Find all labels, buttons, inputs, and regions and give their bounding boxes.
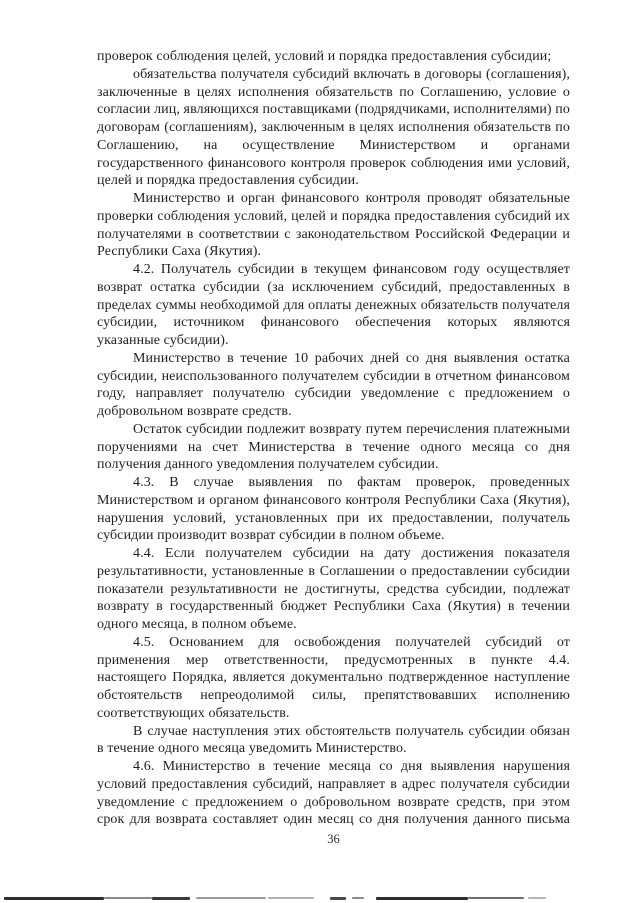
paragraph-4-2: 4.2. Получатель субсидии в текущем финансовом году осуществляет возврат остатка субсидии (за исключением субсидий, предоставленных в пределах суммы необходимой для оплаты денежных обязательств получателя субсидии, источником финансового обеспечения которых являются указанные субсидии).: [97, 262, 570, 348]
paragraph-4-4: 4.4. Если получателем субсидии на дату достижения показателя результативности, установленные в Соглашении о предоставлении субсидии показатели результативности не достигнуты, средства субсидии, подлежат возврату в государственный бюджет Республики Саха (Якутия) в течении одного месяца, в полном объеме.: [97, 546, 570, 632]
paragraph: проверок соблюдения целей, условий и порядка предоставления субсидии;: [97, 49, 552, 64]
text-block: [97, 48, 570, 829]
paragraph: обязательства получателя субсидий включать в договоры (соглашения), заключенные в целях исполнения обязательств по Соглашению, условие о согласии лиц, являющихся поставщиками (подрядчиками, исполнителями) по договорам (соглашениям), заключенным в целях исполнения обязательств по Соглашению, на осуществление Министерством и органами государственного финансового контроля проверок соблюдения ими условий, целей и порядка предоставления субсидии.: [97, 66, 570, 189]
scan-artifact-line: [0, 896, 640, 902]
paragraph-4-3: 4.3. В случае выявления по фактам проверок, проведенных Министерством и органом финансового контроля Республики Саха (Якутия), нарушения условий, установленных при их предоставлении, получатель субсидии производит возврат субсидии в полном объеме.: [97, 475, 570, 544]
paragraph: В случае наступления этих обстоятельств получатель субсидии обязан в течение одного месяца уведомить Министерство.: [97, 723, 570, 757]
paragraph-4-6: 4.6. Министерство в течение месяца со дня выявления нарушения условий предоставления субсидий, направляет в адрес получателя субсидии уведомление с предложением о добровольном возврате средств, при этом срок для возврата составляет один месяц со дня получения данного письма: [97, 759, 570, 828]
paragraph: Остаток субсидии подлежит возврату путем перечисления платежными поручениями на счет Министерства в течение одного месяца со дня получения данного уведомления получателем субсидии.: [97, 421, 570, 473]
paragraph: Министерство в течение 10 рабочих дней со дня выявления остатка субсидии, неиспользованного получателем субсидии в отчетном финансовом году, направляет получателю субсидии уведомление с предложением о добровольном возврате средств.: [97, 350, 570, 419]
paragraph: Министерство и орган финансового контроля проводят обязательные проверки соблюдения условий, целей и порядка предоставления субсидий их получателями в соответствии с законодательством Российской Федерации и Республики Саха (Якутия).: [97, 191, 570, 260]
paragraph-4-5: 4.5. Основанием для освобождения получателей субсидий от применения мер ответственности, предусмотренных в пункте 4.4. настоящего Порядка, является документально подтвержденное наступление обстоятельств непреодолимой силы, препятствовавших исполнению соответствующих обязательств.: [97, 634, 570, 721]
page-number: 36: [327, 832, 340, 846]
